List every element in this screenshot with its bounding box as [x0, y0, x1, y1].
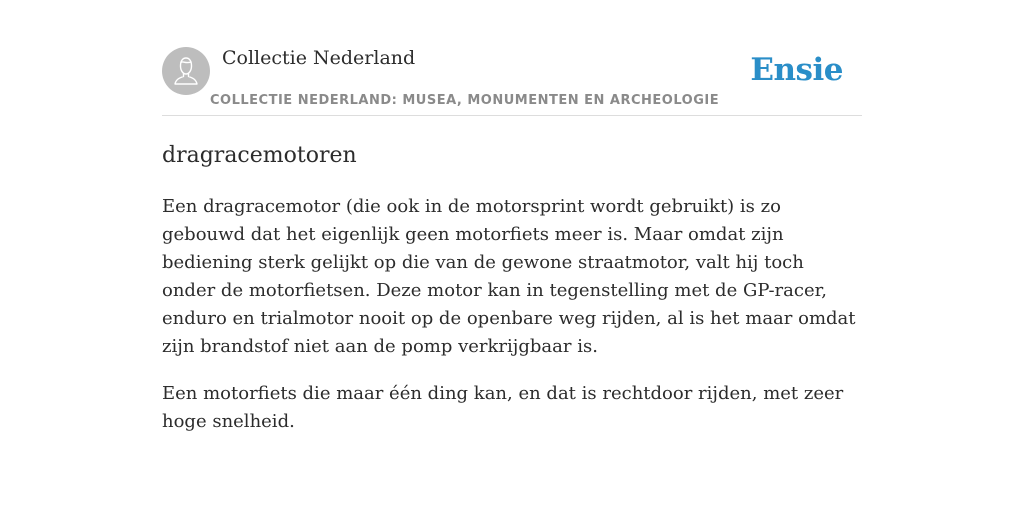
card-header: [162, 44, 862, 116]
author-avatar[interactable]: [162, 47, 210, 95]
article-title: dragracemotoren: [162, 143, 357, 168]
article-paragraph-2: Een motorfiets die maar één ding kan, en dat is rechtdoor rijden, met zeer hoge snelheid.: [162, 383, 844, 432]
definition-card: [162, 44, 862, 436]
author-subtitle: COLLECTIE NEDERLAND: MUSEA, MONUMENTEN EN ARCHEOLOGIE: [210, 93, 720, 108]
article-paragraph-1: Een dragracemotor (die ook in de motorsprint wordt gebruikt) is zo gebouwd dat het eigenlijk geen motorfiets meer is. Maar omdat zijn bediening sterk gelijkt op die van de gewone straatmotor, valt hij toch onder de motorfietsen. Deze motor kan in tegenstelling met de GP-racer, enduro en trialmotor nooit op de openbare weg rijden, al is het maar omdat zijn brandstof niet aan de pomp verkrijgbaar is.: [162, 196, 856, 357]
author-name[interactable]: Collectie Nederland: [222, 47, 416, 69]
brand-logo[interactable]: Ensie: [750, 52, 843, 88]
user-silhouette-icon: [162, 47, 210, 95]
